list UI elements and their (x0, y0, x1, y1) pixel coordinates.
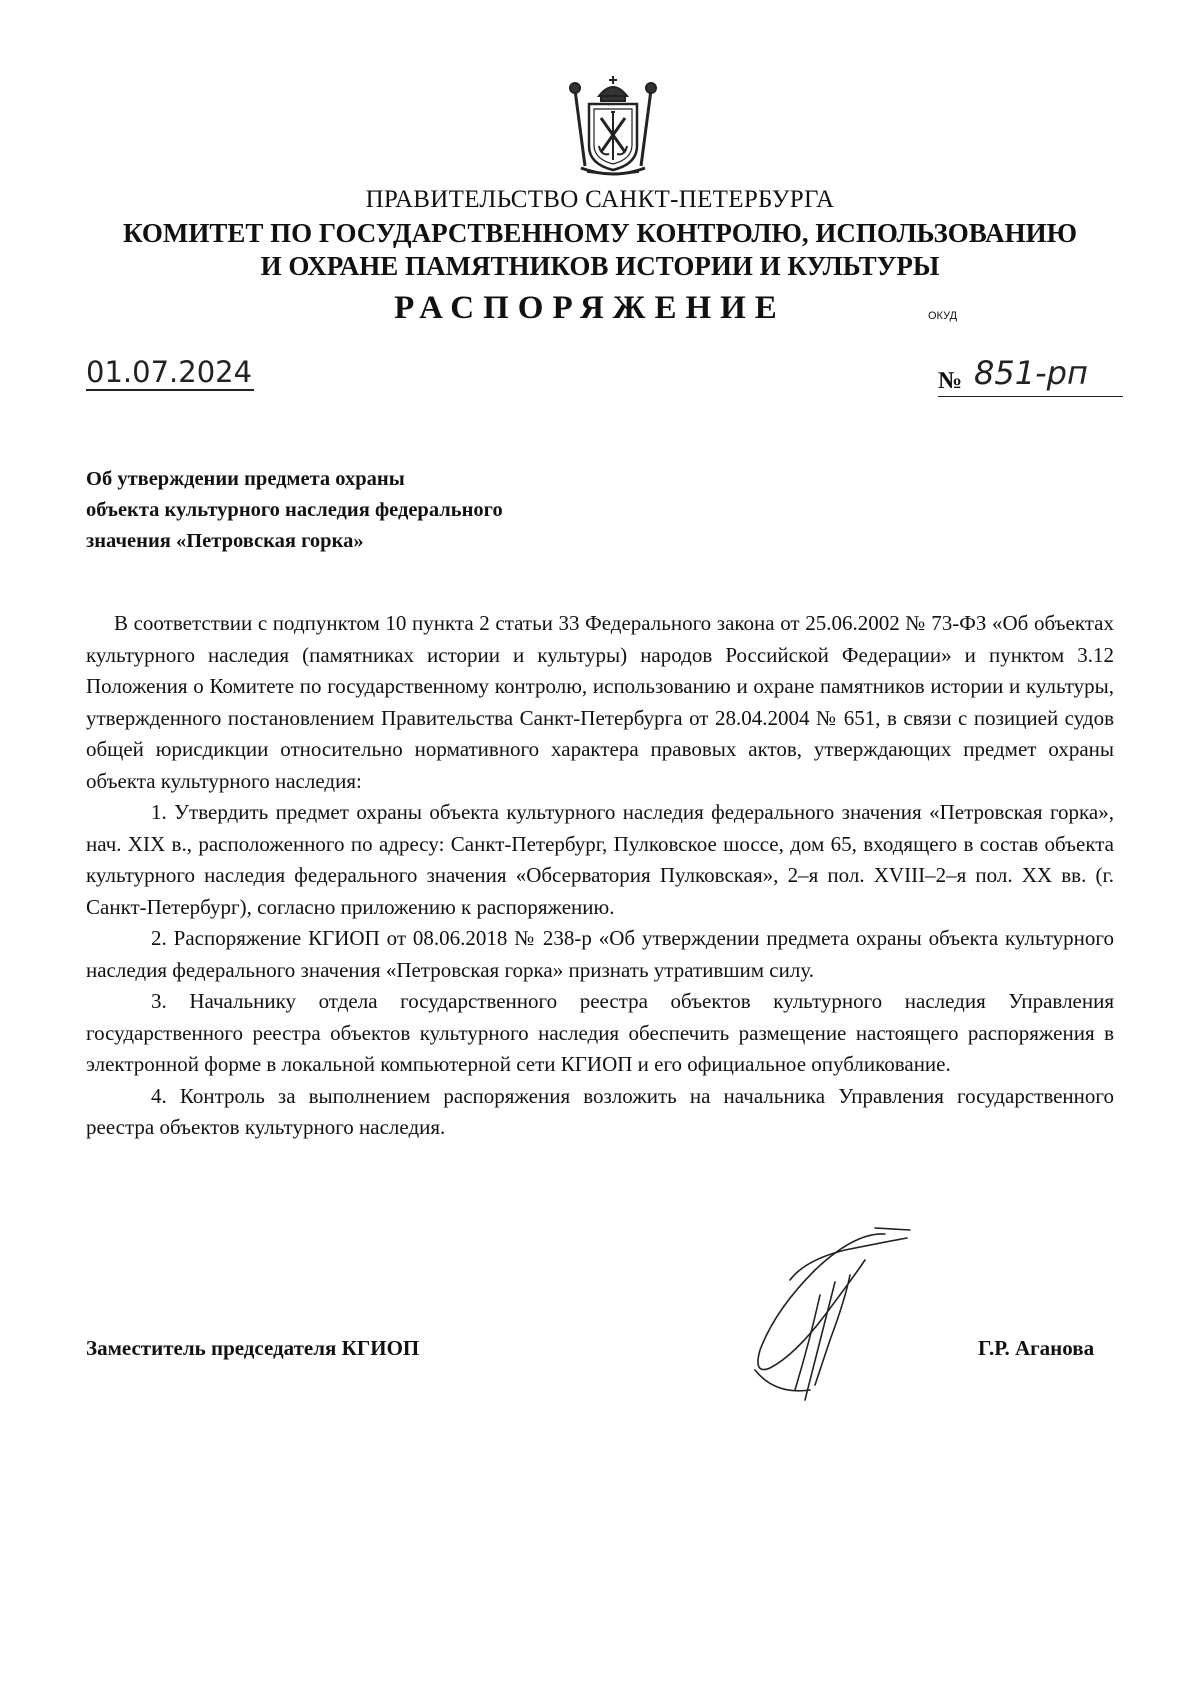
document-body (86, 608, 1114, 1144)
okud-label: ОКУД (928, 310, 958, 322)
order-item: 4. Контроль за выполнением распоряжения возложить на начальника Управления государственного реестра объектов культурного наследия. (86, 1083, 1114, 1139)
coat-of-arms-icon (565, 76, 661, 180)
title-line: значения «Петровская горка» (86, 530, 364, 552)
government-name: ПРАВИТЕЛЬСТВО САНКТ-ПЕТЕРБУРГА (365, 186, 835, 213)
document-number: 851-рп (974, 354, 1088, 392)
committee-name-line1: КОМИТЕТ ПО ГОСУДАРСТВЕННОМУ КОНТРОЛЮ, ИСПОЛЬЗОВАНИЮ (123, 218, 1077, 248)
document-number-block (938, 356, 1123, 397)
committee-name-line2: И ОХРАНЕ ПАМЯТНИКОВ ИСТОРИИ И КУЛЬТУРЫ (260, 251, 940, 281)
signature-icon (735, 1220, 935, 1415)
signatory-name: Г.Р. Аганова (978, 1336, 1095, 1360)
order-item: 2. Распоряжение КГИОП от 08.06.2018 № 238-р «Об утверждении предмета охраны объекта культурного наследия федерального значения «Петровская горка» признать утратившим силу. (86, 926, 1114, 982)
order-item: 1. Утвердить предмет охраны объекта культурного наследия федерального значения «Петровская горка», нач. XIX в., расположенного по адресу: Санкт-Петербург, Пулковское шоссе, дом 65, входящего в состав объекта культурного наследия федерального значения «Обсерватория Пулковская», 2–я пол. XVIII–2–я пол. XX вв. (г. Санкт-Петербург), согласно приложению к распоряжению. (86, 800, 1114, 919)
number-sign: № (938, 368, 963, 394)
preamble-paragraph: В соответствии с подпунктом 10 пункта 2 статьи 33 Федерального закона от 25.06.2002 № 73-ФЗ «Об объектах культурного наследия (памятниках истории и культуры) народов Российской Федерации» и пунктом 3.12 Положения о Комитете по государственному контролю, использованию и охране памятников истории и культуры, утвержденного постановлением Правительства Санкт-Петербурга от 28.04.2004 № 651, в связи с позицией судов общей юрисдикции относительно нормативного характера правовых актов, утверждающих предмет охраны объекта культурного наследия: (86, 611, 1114, 793)
document-type: РАСПОРЯЖЕНИЕ (394, 290, 786, 326)
title-line: Об утверждении предмета охраны (86, 468, 405, 490)
document-date: 01.07.2024 (86, 355, 253, 389)
signatory-position: Заместитель председателя КГИОП (86, 1336, 420, 1360)
order-item: 3. Начальнику отдела государственного реестра объектов культурного наследия Управления государственного реестра объектов культурного наследия обеспечить размещение настоящего распоряжения в электронной форме в локальной компьютерной сети КГИОП и его официальное опубликование. (86, 989, 1114, 1076)
title-line: объекта культурного наследия федерального (86, 499, 503, 521)
document-title (86, 464, 503, 557)
